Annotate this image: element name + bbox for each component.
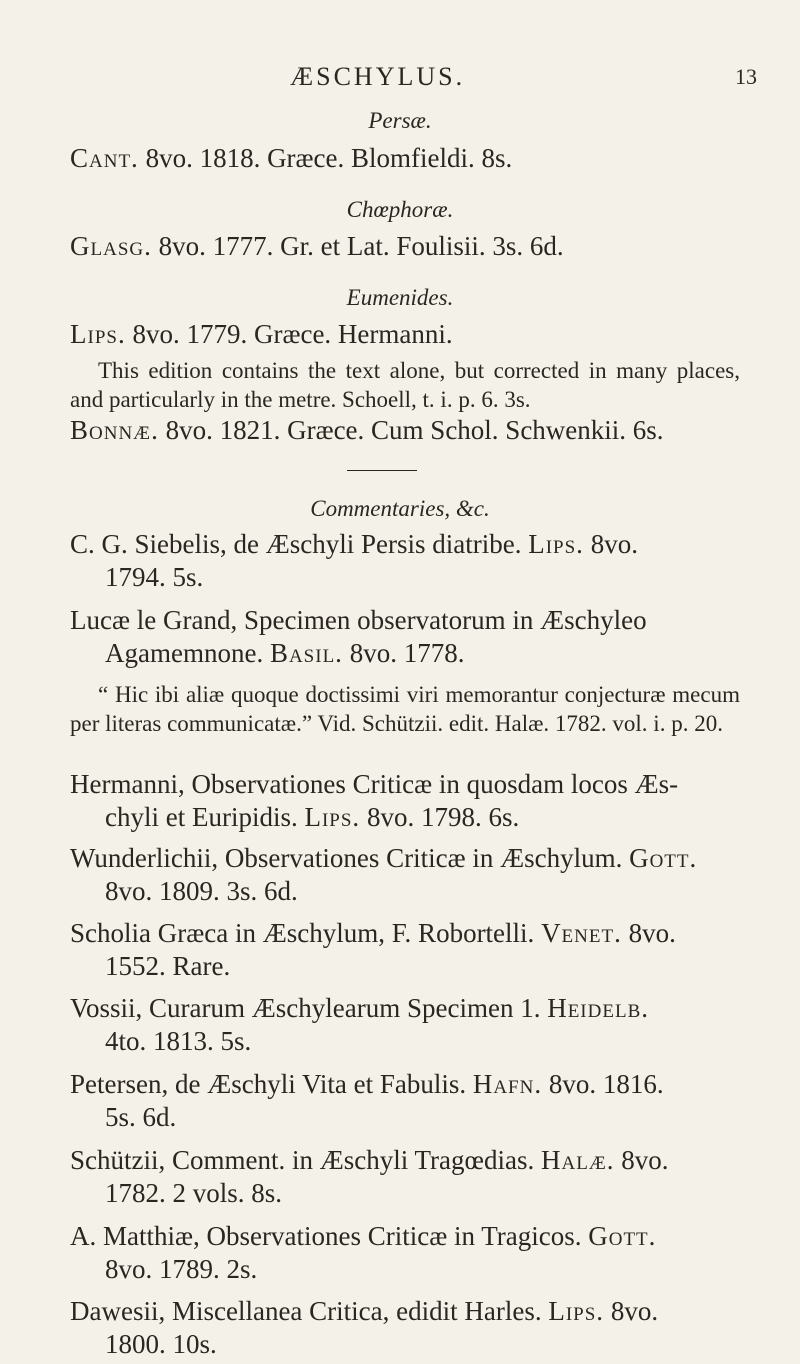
imprint-details: 5s. 6d.: [105, 1102, 177, 1132]
work-title: A. Matthiæ, Observationes Criticæ in Tragicos.: [70, 1221, 582, 1251]
page-number: 13: [735, 64, 757, 89]
commentary-entry: [70, 528, 638, 594]
imprint-place: Bonnæ.: [70, 415, 159, 445]
imprint-place: Glasg.: [70, 231, 152, 261]
imprint-place: Halæ.: [541, 1145, 615, 1175]
imprint-details: 1800. 10s.: [105, 1329, 217, 1359]
imprint-details: 8vo. 1778.: [342, 638, 465, 668]
work-title: Schützii, Comment. in Æschyli Tragœdias.: [70, 1145, 535, 1175]
imprint-details: 1782. 2 vols. 8s.: [105, 1178, 283, 1208]
commentary-entry: [70, 768, 678, 834]
edition-entry: [70, 318, 453, 351]
work-title: C. G. Siebelis, de Æschyli Persis diatribe.: [70, 529, 522, 559]
imprint-place: Heidelb.: [547, 993, 649, 1023]
running-head: [0, 62, 800, 102]
running-title: ÆSCHYLUS.: [290, 62, 466, 91]
imprint-place: Gott.: [588, 1221, 657, 1251]
section-divider: [347, 470, 417, 471]
edition-note: This edition contains the text alone, but corrected in many places, and particularly in the metre. Schoell, t. i. p. 6. 3s.: [70, 358, 740, 412]
work-title: Scholia Græca in Æschylum, F. Robortelli.: [70, 918, 535, 948]
commentary-note: “ Hic ibi aliæ quoque doctissimi viri memorantur conjecturæ mecum per literas communicatæ.” Vid. Schützii. edit. Halæ. 1782. vol. i. p. 20.: [70, 682, 740, 736]
work-title: Lucæ le Grand, Specimen observatorum in Æschyleo: [70, 605, 647, 635]
imprint-details: 8vo. 1789. 2s.: [105, 1254, 258, 1284]
work-title-cont: Agamemnone.: [105, 638, 264, 668]
edition-entry: [70, 142, 512, 175]
imprint-place: Lips.: [70, 319, 126, 349]
commentary-entry: [70, 1144, 669, 1210]
work-title: Wunderlichii, Observationes Criticæ in Æschylum.: [70, 843, 623, 873]
work-title: Dawesii, Miscellanea Critica, edidit Harles.: [70, 1296, 542, 1326]
imprint-place: Lips.: [528, 529, 584, 559]
commentary-entry: [70, 917, 676, 983]
imprint-details: 1552. Rare.: [105, 951, 231, 981]
imprint-details: 8vo. 1809. 3s. 6d.: [105, 876, 298, 906]
imprint-format: 8vo. 1816.: [542, 1069, 664, 1099]
edition-entry: [70, 414, 664, 447]
imprint-place: Basil.: [269, 638, 343, 668]
edition-details: 8vo. 1818. Græce. Blomfieldi. 8s.: [138, 143, 513, 173]
section-heading-choephorae: Chœphoræ.: [346, 197, 454, 222]
imprint-details: 4to. 1813. 5s.: [105, 1026, 252, 1056]
section-heading-eumenides: Eumenides.: [346, 285, 454, 310]
commentary-entry: [70, 842, 697, 908]
imprint-details: 1794. 5s.: [105, 562, 204, 592]
imprint-details: 8vo. 1798. 6s.: [360, 802, 520, 832]
imprint-place: Gott.: [629, 843, 698, 873]
imprint-format: 8vo.: [614, 1145, 669, 1175]
imprint-place: Lips.: [304, 802, 361, 832]
edition-entry: [70, 230, 564, 263]
imprint-format: 8vo.: [621, 918, 676, 948]
commentary-entry: [70, 1220, 656, 1286]
edition-details: 8vo. 1779. Græce. Hermanni.: [125, 319, 453, 349]
commentary-entry: [70, 604, 647, 670]
section-heading-persae: Persæ.: [368, 108, 432, 133]
edition-details: 8vo. 1777. Gr. et Lat. Foulisii. 3s. 6d.: [151, 231, 564, 261]
edition-details: 8vo. 1821. Græce. Cum Schol. Schwenkii. 6s.: [158, 415, 664, 445]
work-title: Hermanni, Observationes Criticæ in quosdam locos Æs-: [70, 769, 679, 799]
imprint-format: 8vo.: [583, 529, 638, 559]
imprint-format: 8vo.: [604, 1296, 659, 1326]
commentary-entry: [70, 992, 649, 1058]
section-heading-commentaries: Commentaries, &c.: [310, 496, 490, 521]
commentary-entry: [70, 1068, 664, 1134]
imprint-place: Venet.: [541, 918, 622, 948]
imprint-place: Lips.: [548, 1296, 605, 1326]
work-title: Petersen, de Æschyli Vita et Fabulis.: [70, 1069, 467, 1099]
work-title: Vossii, Curarum Æschylearum Specimen 1.: [70, 993, 541, 1023]
commentary-entry: [70, 1295, 658, 1361]
imprint-place: Hafn.: [472, 1069, 543, 1099]
work-title-cont: chyli et Euripidis.: [105, 802, 298, 832]
imprint-place: Cant.: [70, 143, 139, 173]
